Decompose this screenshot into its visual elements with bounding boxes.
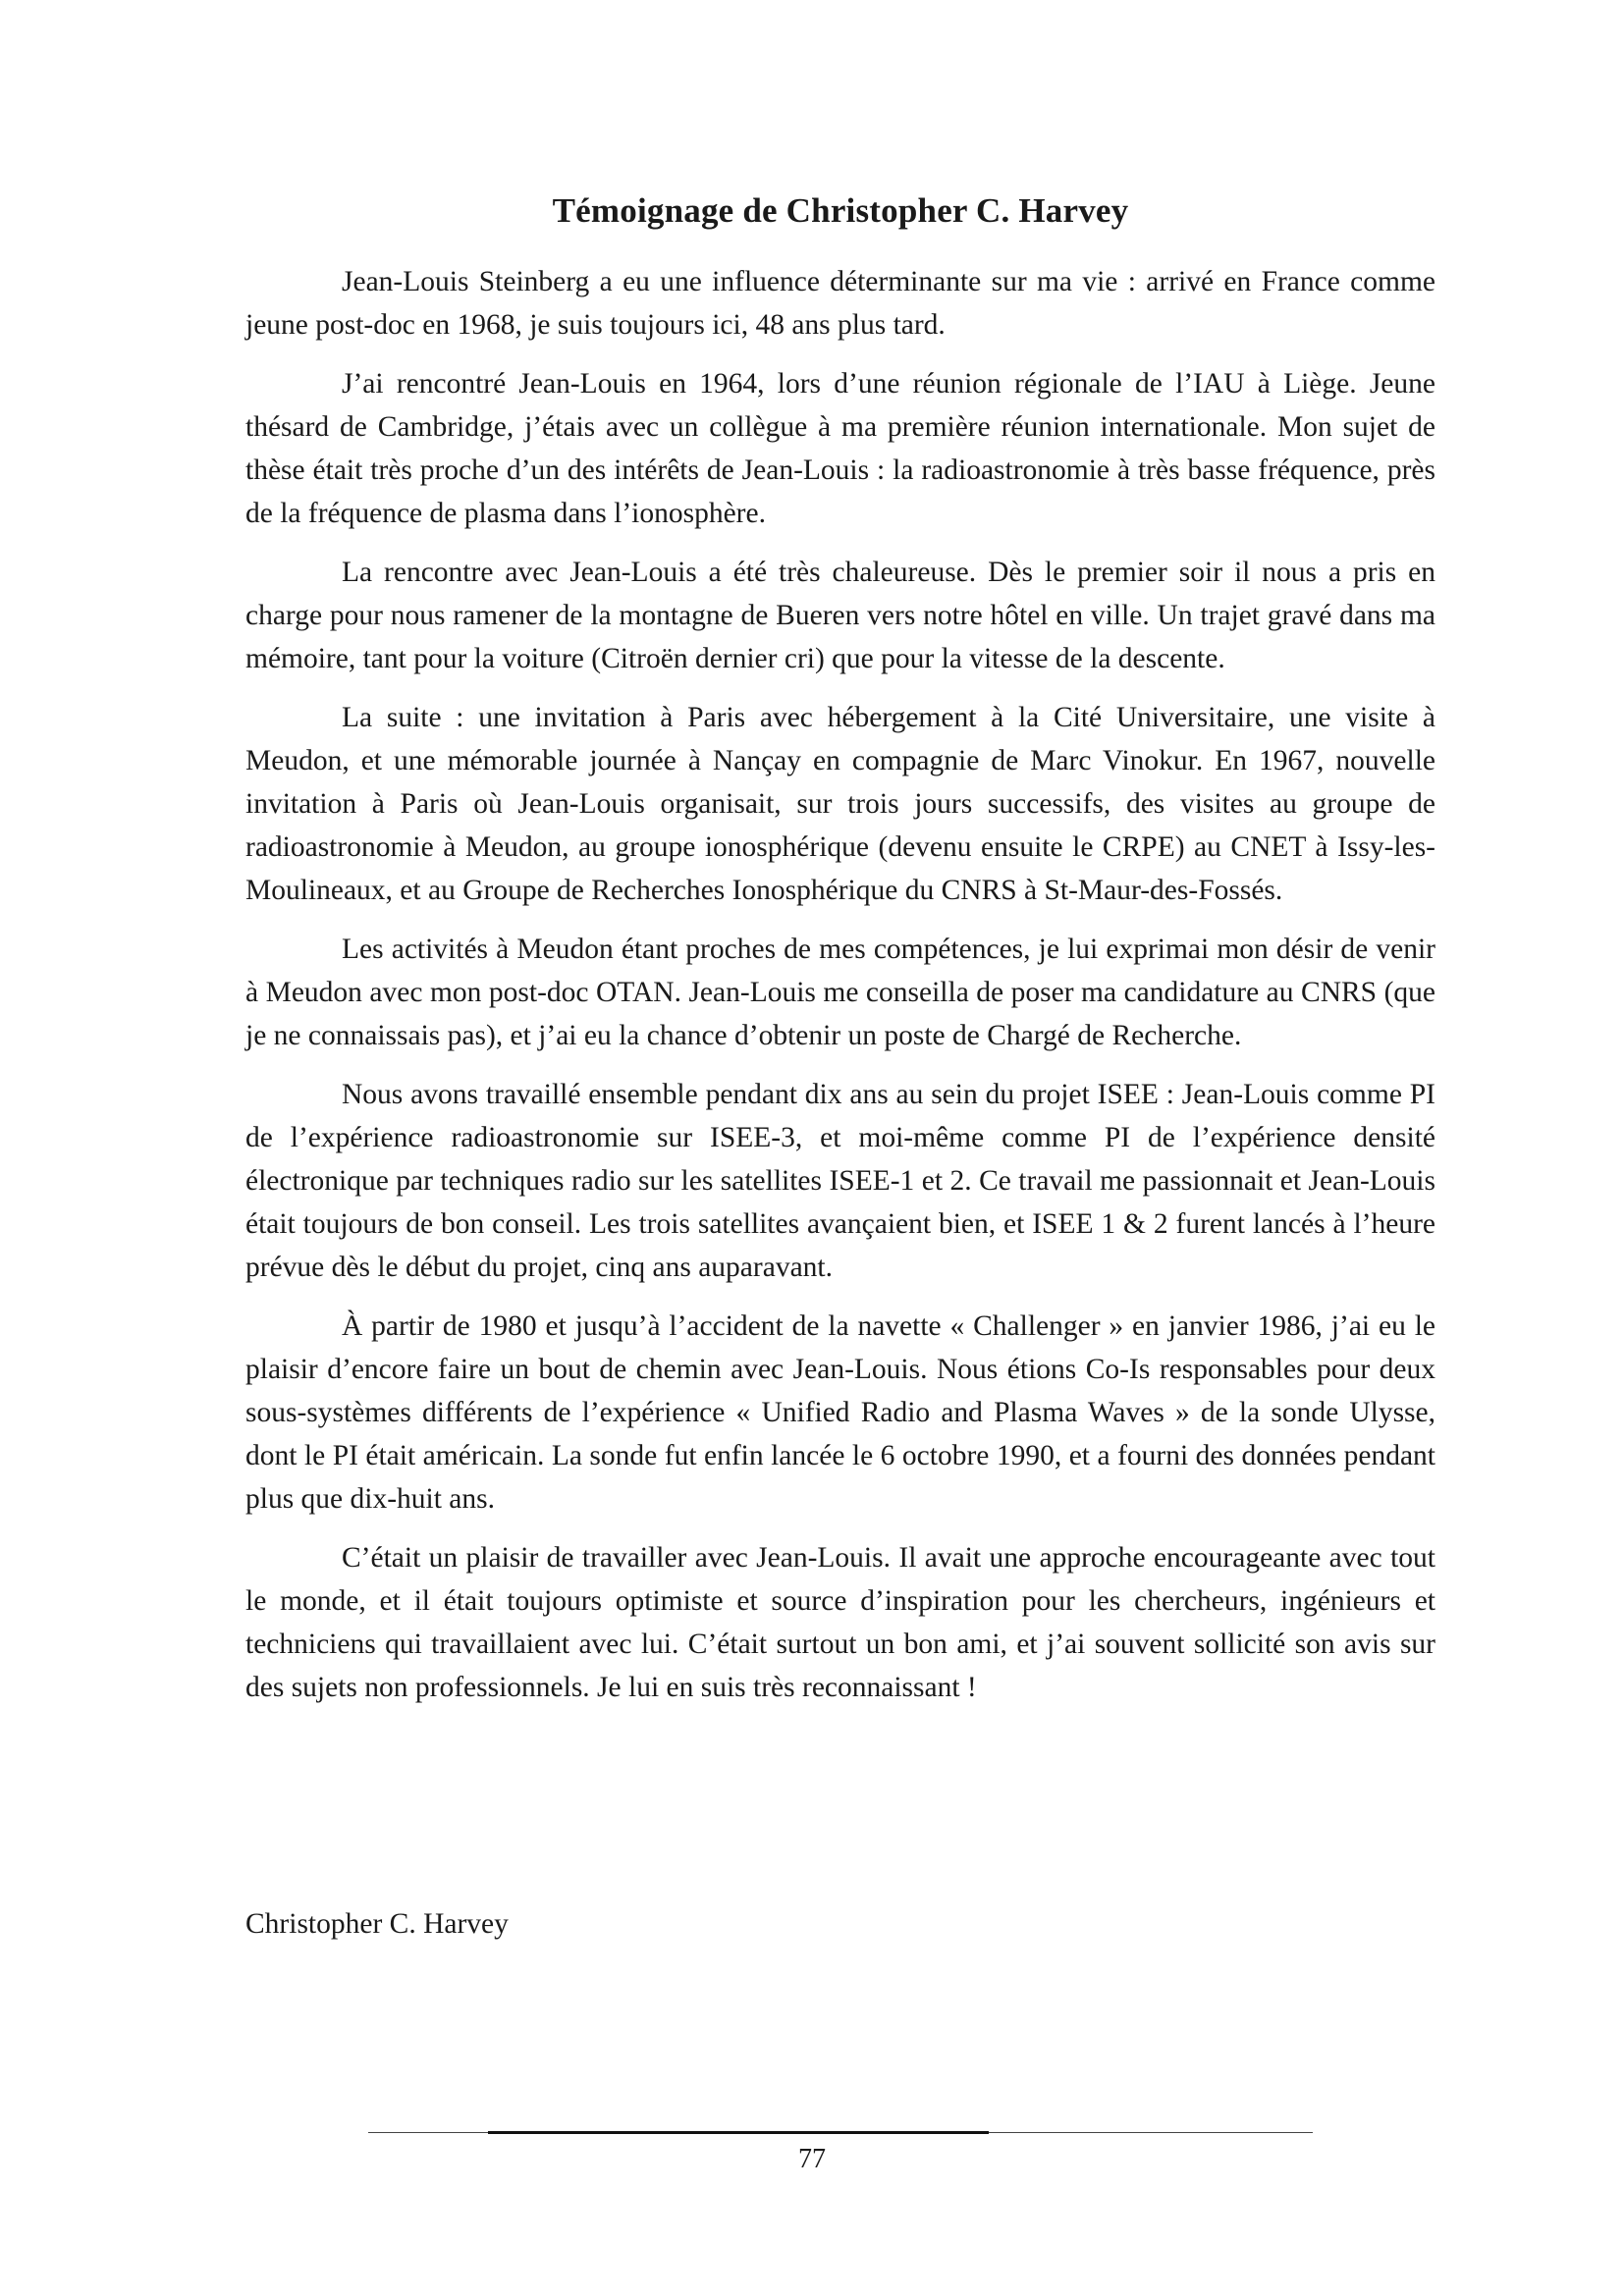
footer-divider-accent [488,2131,989,2134]
paragraph-8: C’était un plaisir de travailler avec Jean-Louis. Il avait une approche encourageante avec tout le monde, et il était toujours optimiste et source d’inspiration pour les chercheurs, ingénieurs et techniciens qui travaillaient avec lui. C’était surtout un bon ami, et j’ai souvent sollicité son avis sur des sujets non professionnels. Je lui en suis très reconnaissant ! [245,1542,1435,1703]
document-body [245,191,1435,1725]
paragraph-3: La rencontre avec Jean-Louis a été très chaleureuse. Dès le premier soir il nous a pris en charge pour nous ramener de la montagne de Bueren vers notre hôtel en ville. Un trajet gravé dans ma mémoire, tant pour la voiture (Citroën dernier cri) que pour la vitesse de la descente. [245,557,1435,674]
paragraph-4: La suite : une invitation à Paris avec hébergement à la Cité Universitaire, une visite à Meudon, et une mémorable journée à Nançay en compagnie de Marc Vinokur. En 1967, nouvelle invitation à Paris où Jean-Louis organisait, sur trois jours successifs, des visites au groupe de radioastronomie à Meudon, au groupe ionosphérique (devenu ensuite le CRPE) au CNET à Issy-les-Moulineaux, et au Groupe de Recherches Ionosphérique du CNRS à St-Maur-des-Fossés. [245,702,1435,906]
paragraph-5: Les activités à Meudon étant proches de mes compétences, je lui exprimai mon désir de venir à Meudon avec mon post-doc OTAN. Jean-Louis me conseilla de poser ma candidature au CNRS (que je ne connaissais pas), et j’ai eu la chance d’obtenir un poste de Chargé de Recherche. [245,934,1435,1051]
paragraph-1: Jean-Louis Steinberg a eu une influence déterminante sur ma vie : arrivé en France comme jeune post-doc en 1968, je suis toujours ici, 48 ans plus tard. [245,266,1435,341]
paragraph-2: J’ai rencontré Jean-Louis en 1964, lors d’une réunion régionale de l’IAU à Liège. Jeune thésard de Cambridge, j’étais avec un collègue à ma première réunion internationale. Mon sujet de thèse était très proche d’un des intérêts de Jean-Louis : la radioastronomie à très basse fréquence, près de la fréquence de plasma dans l’ionosphère. [245,368,1435,529]
signature: Christopher C. Harvey [245,1908,509,1940]
paragraph-6: Nous avons travaillé ensemble pendant dix ans au sein du projet ISEE : Jean-Louis comme PI de l’expérience radioastronomie sur ISEE-3, et moi-même comme PI de l’expérience densité électronique par techniques radio sur les satellites ISEE-1 et 2. Ce travail me passionnait et Jean-Louis était toujours de bon conseil. Les trois satellites avançaient bien, et ISEE 1 & 2 furent lancés à l’heure prévue dès le début du projet, cinq ans auparavant. [245,1079,1435,1283]
paragraph-7: À partir de 1980 et jusqu’à l’accident de la navette « Challenger » en janvier 1986, j’ai eu le plaisir d’encore faire un bout de chemin avec Jean-Louis. Nous étions Co-Is responsables pour deux sous-systèmes différents de l’expérience « Unified Radio and Plasma Waves » de la sonde Ulysse, dont le PI était américain. La sonde fut enfin lancée le 6 octobre 1990, et a fourni des données pendant plus que dix-huit ans. [245,1310,1435,1515]
document-title: Témoignage de Christopher C. Harvey [552,191,1129,230]
page-number: 77 [798,2144,826,2174]
